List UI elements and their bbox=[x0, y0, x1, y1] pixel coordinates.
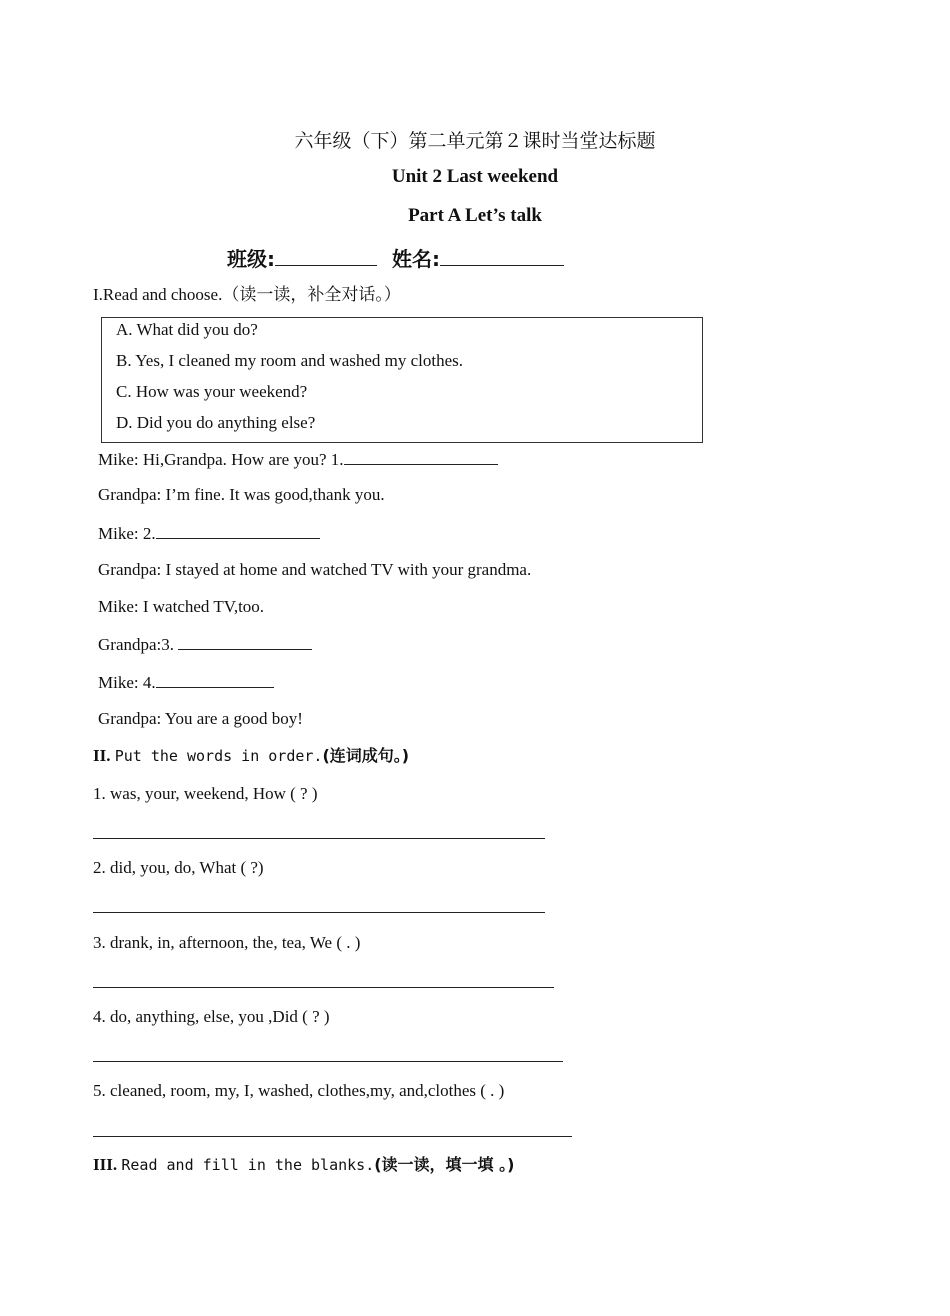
dialogue-text: Mike: 4. bbox=[98, 673, 156, 692]
answer-line-4[interactable] bbox=[93, 1061, 563, 1062]
dialogue-line-8: Grandpa: You are a good boy! bbox=[98, 709, 303, 728]
section2-heading bbox=[93, 745, 409, 767]
unit-title: Unit 2 Last weekend bbox=[391, 166, 559, 187]
dialogue-line-4: Grandpa: I stayed at home and watched TV with your grandma. bbox=[98, 560, 532, 579]
answer-blank-1[interactable] bbox=[344, 448, 498, 465]
answer-line-3[interactable] bbox=[93, 987, 554, 988]
dialogue-text: Grandpa:3. bbox=[98, 635, 179, 654]
answer-blank-4[interactable] bbox=[156, 671, 274, 688]
dialogue-line-6 bbox=[98, 633, 312, 656]
class-blank[interactable] bbox=[275, 249, 377, 266]
option-c: C. How was your weekend? bbox=[116, 382, 308, 401]
section2-numeral: II. bbox=[93, 746, 111, 765]
option-a: A. What did you do? bbox=[116, 320, 258, 339]
answer-blank-3[interactable] bbox=[178, 633, 312, 650]
student-info-row bbox=[227, 243, 564, 272]
answer-line-2[interactable] bbox=[93, 912, 545, 913]
section3-heading-en: Read and fill in the blanks. bbox=[121, 1156, 375, 1174]
dialogue-line-1 bbox=[98, 448, 498, 471]
part-title: Part A Let’s talk bbox=[408, 205, 542, 226]
class-label: 班级: bbox=[227, 247, 275, 271]
section1-heading: I.Read and choose.（读一读，补全对话。） bbox=[93, 285, 401, 304]
section3-heading-zh: (读一读，填一填 。) bbox=[374, 1155, 515, 1174]
section2-heading-zh: (连词成句。) bbox=[322, 746, 410, 765]
order-item-3: 3. drank, in, afternoon, the, tea, We ( . ) bbox=[93, 933, 361, 952]
order-item-4: 4. do, anything, else, you ,Did ( ? ) bbox=[93, 1007, 330, 1026]
option-b: B. Yes, I cleaned my room and washed my clothes. bbox=[116, 351, 464, 370]
name-label: 姓名: bbox=[391, 247, 440, 271]
dialogue-line-2: Grandpa: I’m fine. It was good,thank you. bbox=[98, 485, 385, 504]
answer-line-5[interactable] bbox=[93, 1136, 572, 1137]
dialogue-text: Mike: 2. bbox=[98, 524, 156, 543]
dialogue-line-3 bbox=[98, 522, 320, 545]
document-title-chinese: 六年级（下）第二单元第２课时当堂达标题 bbox=[294, 130, 656, 152]
dialogue-line-7 bbox=[98, 671, 274, 694]
name-blank[interactable] bbox=[440, 249, 564, 266]
order-item-1: 1. was, your, weekend, How ( ? ) bbox=[93, 784, 318, 803]
option-d: D. Did you do anything else? bbox=[116, 413, 316, 432]
section3-numeral: III. bbox=[93, 1155, 118, 1174]
answer-line-1[interactable] bbox=[93, 838, 545, 839]
order-item-2: 2. did, you, do, What ( ?) bbox=[93, 858, 264, 877]
answer-blank-2[interactable] bbox=[156, 522, 320, 539]
section2-heading-en: Put the words in order. bbox=[114, 747, 323, 765]
order-item-5: 5. cleaned, room, my, I, washed, clothes,my, and,clothes ( . ) bbox=[93, 1081, 505, 1100]
dialogue-text: Mike: Hi,Grandpa. How are you? 1. bbox=[98, 450, 344, 469]
dialogue-line-5: Mike: I watched TV,too. bbox=[98, 597, 265, 616]
section3-heading bbox=[93, 1154, 514, 1176]
